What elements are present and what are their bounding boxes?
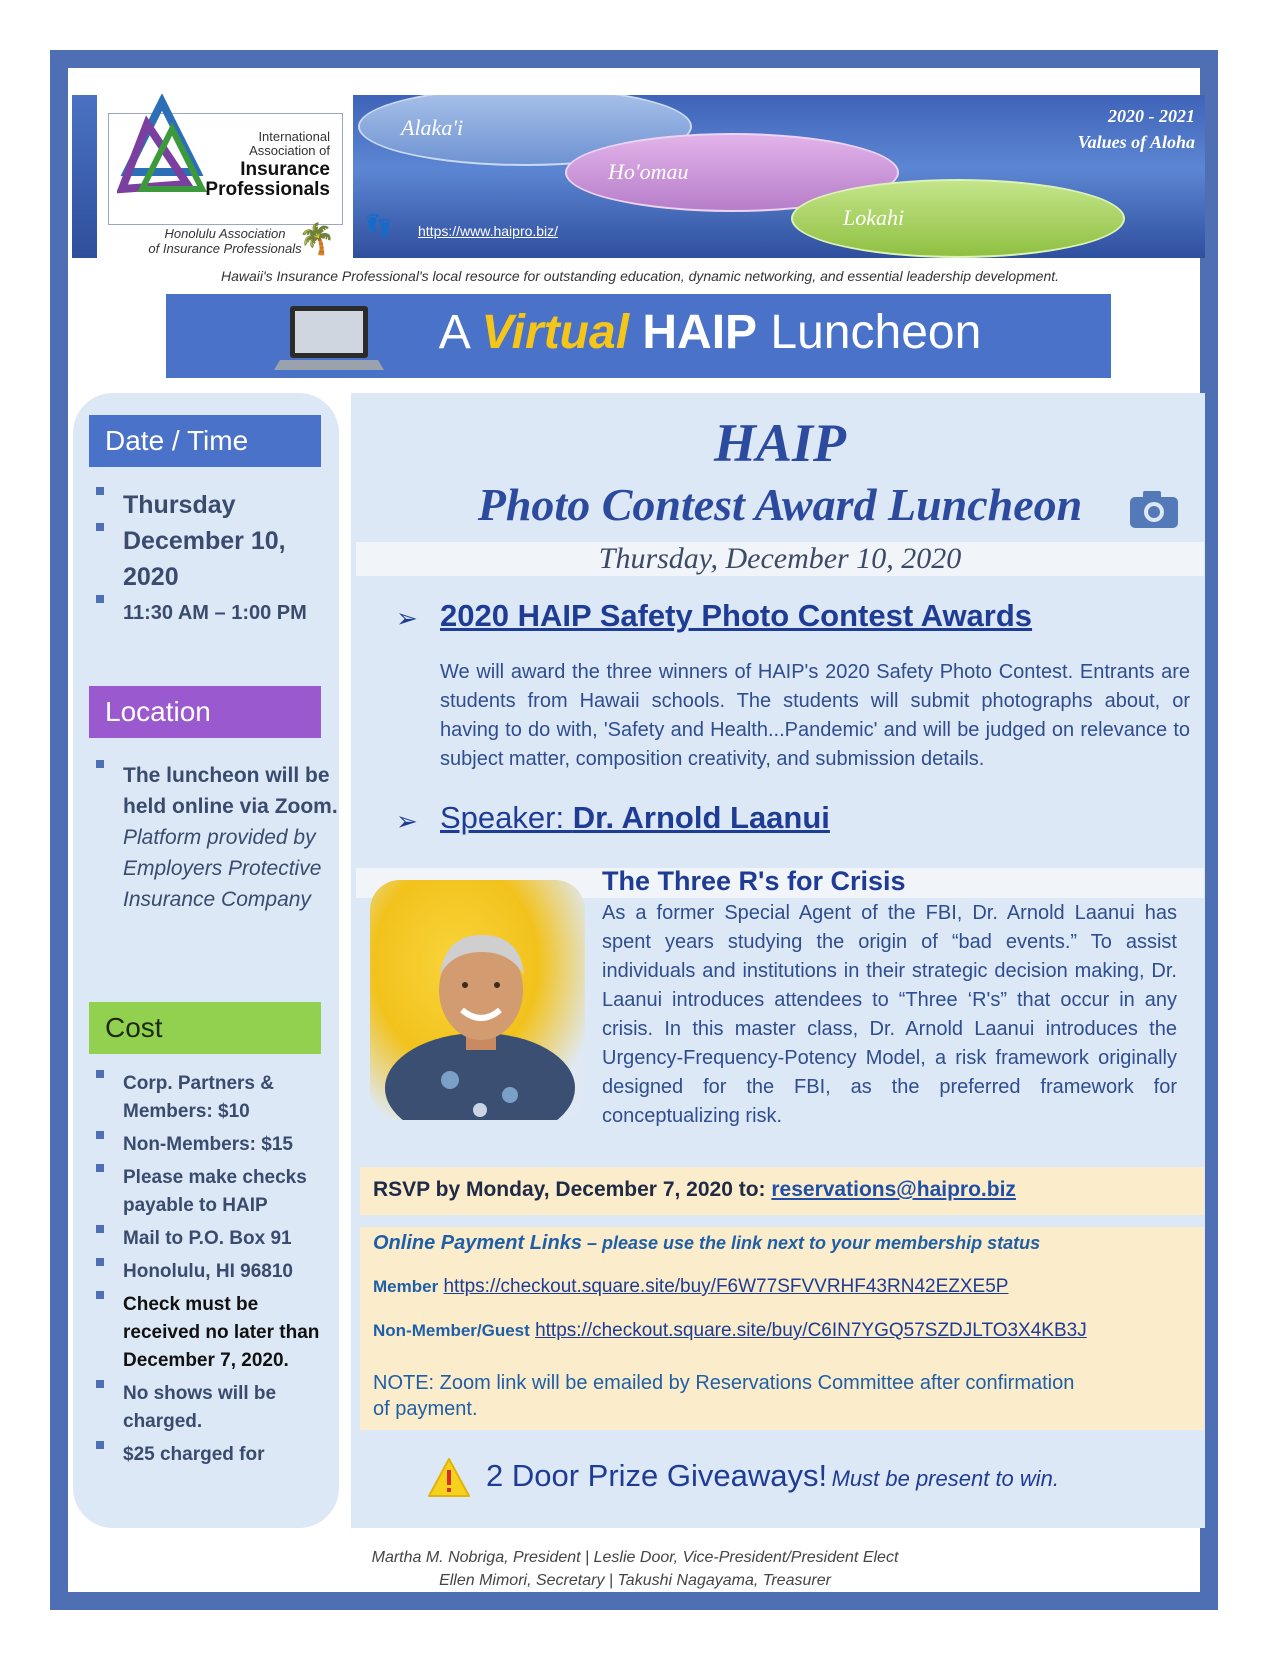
payment-heading-line xyxy=(373,1232,1040,1255)
door-prize-note: Must be present to win. xyxy=(831,1466,1060,1491)
cost-item: $25 charged for xyxy=(93,1441,323,1469)
footer-line1: Martha M. Nobriga, President | Leslie Door, Vice-President/President Elect xyxy=(371,1549,899,1566)
camera-icon xyxy=(1128,488,1180,530)
footer-line2: Ellen Mimori, Secretary | Takushi Nagayama, Treasurer xyxy=(439,1572,831,1589)
value-oval-3 xyxy=(791,179,1125,258)
iaip-logo xyxy=(108,113,343,225)
payment-heading: Online Payment Links xyxy=(373,1232,582,1254)
speaker-photo xyxy=(370,880,585,1120)
banner-suffix: Luncheon xyxy=(770,306,982,359)
event-title: HAIP xyxy=(713,413,847,473)
arrow-icon: ➢ xyxy=(396,603,418,633)
rsvp-line xyxy=(373,1178,1016,1202)
date-time: 11:30 AM – 1:00 PM xyxy=(93,595,333,631)
speaker-name: Dr. Arnold Laanui xyxy=(572,800,830,835)
event-banner-title xyxy=(330,305,1090,360)
cost-item: Please make checks payable to HAIP xyxy=(93,1164,323,1220)
contest-body: We will award the three winners of HAIP's 2020 Safety Photo Contest. Entrants are students from Hawaii schools. The students will submit photographs about, or having to do with, 'Safety and Health...Pandemic' and will be judged on relevance to subject matter, composition creativity, and submission details. xyxy=(440,661,1190,770)
year-range: 2020 - 2021 xyxy=(1108,106,1195,126)
cost-item: Honolulu, HI 96810 xyxy=(93,1258,323,1286)
cost-item: Corp. Partners & Members: $10 xyxy=(93,1070,323,1126)
member-label: Member xyxy=(373,1277,439,1296)
date-day: Thursday xyxy=(93,487,333,523)
date-list xyxy=(93,487,333,631)
cost-item: No shows will be charged. xyxy=(93,1380,323,1436)
contest-heading: 2020 HAIP Safety Photo Contest Awards xyxy=(440,598,1033,633)
door-prize: 2 Door Prize Giveaways! xyxy=(486,1458,828,1493)
talk-body: As a former Special Agent of the FBI, Dr. Arnold Laanui has spent years studying the origin of “bad events.” To assist individuals and institutions in their strategic decision making, Dr. Laanui introduces attendees to “Three ‘R's” that occur in any crisis. In this master class, Dr. Arnold Laanui introduces the Urgency-Frequency-Potency Model, a risk framework originally designed for the FBI, as the preferred framework for conceptualizing risk. xyxy=(602,902,1177,1127)
member-row xyxy=(373,1276,1008,1298)
triangle-logo-icon xyxy=(117,94,207,194)
slippers-icon: 👣 xyxy=(365,213,393,238)
location-main xyxy=(93,760,338,915)
banner-haip: HAIP xyxy=(642,306,758,359)
year-caption: Values of Aloha xyxy=(1077,132,1195,152)
location-note: Platform provided by Employers Protective Insurance Company xyxy=(123,826,322,911)
value-alakai: Alaka'i xyxy=(401,115,464,140)
banner-prefix: A xyxy=(438,306,469,359)
rsvp-text: RSVP by Monday, December 7, 2020 to: xyxy=(373,1178,772,1201)
event-date: Thursday, December 10, 2020 xyxy=(598,542,962,575)
speaker-label: Speaker: xyxy=(440,800,573,835)
talk-title: The Three R's for Crisis xyxy=(602,866,906,896)
arrow-icon: ➢ xyxy=(396,806,418,836)
rsvp-email-link[interactable]: reservations@haipro.biz xyxy=(771,1178,1016,1201)
date-full: December 10, 2020 xyxy=(93,523,333,595)
website-link[interactable]: https://www.haipro.biz/ xyxy=(418,223,559,239)
nonmember-label: Non-Member/Guest xyxy=(373,1321,530,1340)
tagline: Hawaii's Insurance Professional's local resource for outstanding education, dynamic networking, and essential leadership development. xyxy=(220,268,1060,284)
value-hoomau: Ho'omau xyxy=(608,159,689,184)
nonmember-row xyxy=(373,1320,1087,1342)
payment-subheading: – please use the link next to your membership status xyxy=(581,1233,1041,1253)
nonmember-payment-link[interactable]: https://checkout.square.site/buy/C6IN7YGQ57SZDJLTO3X4KB3J xyxy=(535,1320,1087,1341)
location-heading: Location xyxy=(89,686,321,738)
cost-heading: Cost xyxy=(89,1002,321,1054)
palm-tree-icon: 🌴 xyxy=(298,223,336,256)
member-payment-link[interactable]: https://checkout.square.site/buy/F6W77SFVVRHF43RN42EZXE5P xyxy=(443,1276,1009,1297)
cost-list xyxy=(93,1070,323,1469)
cost-item: Non-Members: $15 xyxy=(93,1131,323,1159)
zoom-note: NOTE: Zoom link will be emailed by Reservations Committee after confirmation of payment. xyxy=(373,1372,1075,1420)
logo-sub2: of Insurance Professionals xyxy=(148,241,302,256)
banner-virtual: Virtual xyxy=(481,306,630,359)
logo-sub1: Honolulu Association xyxy=(164,226,286,241)
logo-line1: International xyxy=(258,129,330,144)
date-time-heading: Date / Time xyxy=(89,415,321,467)
location-main-text: The luncheon will be held online via Zoom. xyxy=(123,764,338,818)
logo-line3: Insurance xyxy=(240,159,330,180)
location-list xyxy=(93,760,338,915)
header-banner xyxy=(353,95,1205,258)
cost-item: Mail to P.O. Box 91 xyxy=(93,1225,323,1253)
logo-line4: Professionals xyxy=(205,179,330,200)
header-left-strip xyxy=(72,95,97,258)
event-subtitle: Photo Contest Award Luncheon xyxy=(477,479,1083,530)
value-lokahi: Lokahi xyxy=(843,205,905,230)
warning-icon xyxy=(427,1456,471,1500)
officers-footer xyxy=(200,1546,1070,1592)
cost-item: Check must be received no later than December 7, 2020. xyxy=(93,1291,323,1375)
speaker-heading xyxy=(440,800,830,836)
door-prize-line xyxy=(486,1458,1059,1494)
logo-line2: Association of xyxy=(249,143,330,158)
